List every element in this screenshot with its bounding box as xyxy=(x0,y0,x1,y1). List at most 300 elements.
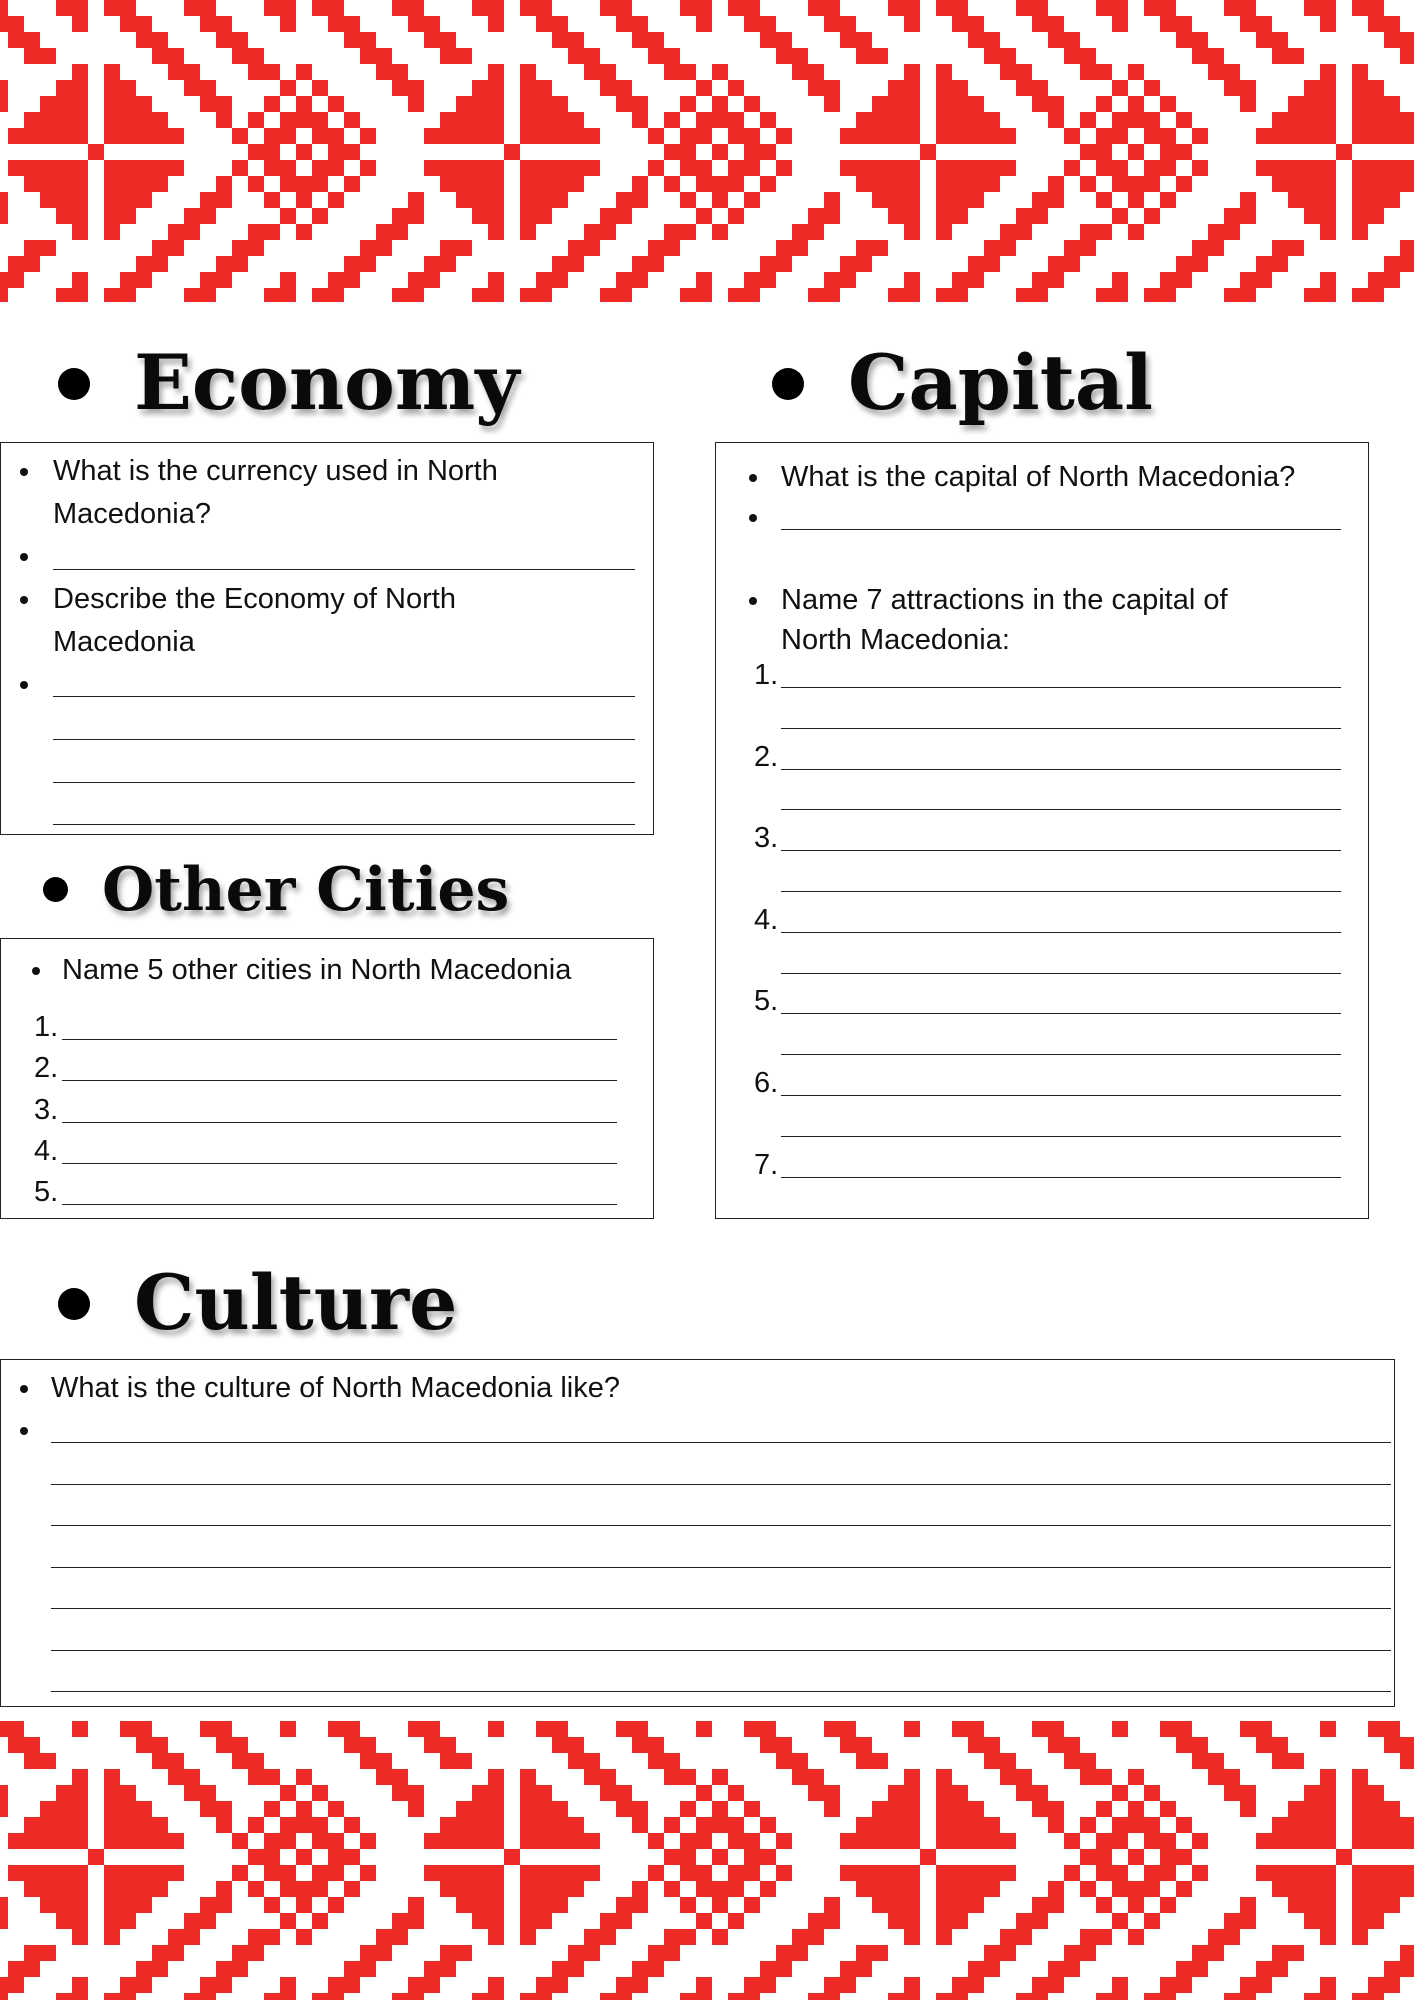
answer-line[interactable] xyxy=(62,1122,617,1123)
answer-line[interactable] xyxy=(781,1054,1341,1055)
pattern-cell xyxy=(872,1801,888,1817)
answer-line-economy[interactable] xyxy=(53,782,635,783)
pattern-cell xyxy=(152,1737,168,1753)
pattern-cell xyxy=(600,80,616,96)
pattern-cell xyxy=(1400,128,1414,144)
pattern-cell xyxy=(280,0,296,16)
pattern-cell xyxy=(696,1721,712,1737)
pattern-cell xyxy=(408,80,424,96)
pattern-cell xyxy=(72,1769,88,1785)
pattern-cell xyxy=(1080,176,1096,192)
pattern-cell xyxy=(520,1769,536,1785)
pattern-cell xyxy=(184,1785,200,1801)
pattern-cell xyxy=(1144,1881,1160,1897)
pattern-cell xyxy=(488,1801,504,1817)
pattern-cell xyxy=(520,96,536,112)
answer-line-culture[interactable] xyxy=(51,1650,1391,1651)
pattern-cell xyxy=(936,96,952,112)
pattern-cell xyxy=(1288,176,1304,192)
answer-line-economy[interactable] xyxy=(53,696,635,697)
pattern-cell xyxy=(1304,1785,1320,1801)
pattern-cell xyxy=(696,0,712,16)
pattern-cell xyxy=(1256,1961,1272,1977)
answer-line[interactable] xyxy=(781,891,1341,892)
pattern-cell xyxy=(472,1785,488,1801)
pattern-cell xyxy=(488,1769,504,1785)
pattern-cell xyxy=(136,1833,152,1849)
pattern-cell xyxy=(392,1993,408,2000)
answer-line-currency[interactable] xyxy=(53,569,635,570)
pattern-cell xyxy=(104,160,120,176)
pattern-cell xyxy=(872,128,888,144)
pattern-cell xyxy=(488,16,504,32)
pattern-cell xyxy=(632,272,648,288)
pattern-cell xyxy=(120,0,136,16)
pattern-cell xyxy=(152,240,168,256)
pattern-cell xyxy=(1352,128,1368,144)
pattern-cell xyxy=(872,192,888,208)
pattern-cell xyxy=(568,1737,584,1753)
pattern-cell xyxy=(104,128,120,144)
pattern-cell xyxy=(56,1801,72,1817)
pattern-cell xyxy=(728,0,744,16)
pattern-cell xyxy=(936,1993,952,2000)
pattern-cell xyxy=(0,192,8,208)
pattern-cell xyxy=(760,144,776,160)
pattern-cell xyxy=(904,1817,920,1833)
pattern-cell xyxy=(136,192,152,208)
pattern-cell xyxy=(24,128,40,144)
pattern-cell xyxy=(1160,1721,1176,1737)
pattern-cell xyxy=(424,272,440,288)
pattern-cell xyxy=(824,80,840,96)
pattern-cell xyxy=(120,1785,136,1801)
pattern-cell xyxy=(472,1817,488,1833)
pattern-cell xyxy=(1176,144,1192,160)
pattern-cell xyxy=(1032,1977,1048,1993)
pattern-cell xyxy=(1288,128,1304,144)
pattern-cell xyxy=(728,160,744,176)
pattern-cell xyxy=(600,0,616,16)
pattern-cell xyxy=(1368,80,1384,96)
pattern-cell xyxy=(568,1817,584,1833)
pattern-cell xyxy=(1096,1849,1112,1865)
pattern-cell xyxy=(968,16,984,32)
pattern-cell xyxy=(1144,1865,1160,1881)
pattern-cell xyxy=(1240,80,1256,96)
culture-question: What is the culture of North Macedonia like? xyxy=(51,1372,620,1404)
pattern-cell xyxy=(248,1849,264,1865)
pattern-cell xyxy=(104,1929,120,1945)
pattern-cell xyxy=(680,144,696,160)
pattern-cell xyxy=(1128,96,1144,112)
pattern-cell xyxy=(632,1881,648,1897)
pattern-cell xyxy=(24,112,40,128)
pattern-cell xyxy=(936,288,952,302)
pattern-cell xyxy=(24,1833,40,1849)
pattern-cell xyxy=(456,160,472,176)
bullet-icon xyxy=(20,596,28,604)
pattern-cell xyxy=(536,112,552,128)
pattern-cell xyxy=(488,1993,504,2000)
pattern-cell xyxy=(1256,1865,1272,1881)
pattern-cell xyxy=(584,64,600,80)
pattern-cell xyxy=(984,128,1000,144)
pattern-cell xyxy=(680,1865,696,1881)
pattern-cell xyxy=(280,288,296,302)
pattern-cell xyxy=(152,128,168,144)
pattern-cell xyxy=(136,1737,152,1753)
answer-line-culture[interactable] xyxy=(51,1608,1391,1609)
pattern-cell xyxy=(616,208,632,224)
pattern-cell xyxy=(1144,1993,1160,2000)
pattern-cell xyxy=(1304,176,1320,192)
pattern-cell xyxy=(680,128,696,144)
pattern-cell xyxy=(1384,192,1400,208)
answer-line[interactable] xyxy=(781,850,1341,851)
pattern-cell xyxy=(568,176,584,192)
pattern-cell xyxy=(424,128,440,144)
pattern-cell xyxy=(72,272,88,288)
pattern-cell xyxy=(904,0,920,16)
pattern-cell xyxy=(1272,1945,1288,1961)
pattern-cell xyxy=(1176,112,1192,128)
pattern-cell xyxy=(984,112,1000,128)
pattern-cell xyxy=(744,1993,760,2000)
pattern-cell xyxy=(552,1801,568,1817)
pattern-cell xyxy=(824,192,840,208)
pattern-cell xyxy=(776,256,792,272)
pattern-cell xyxy=(568,1881,584,1897)
pattern-cell xyxy=(616,1897,632,1913)
pattern-cell xyxy=(808,0,824,16)
pattern-cell xyxy=(1368,176,1384,192)
pattern-cell xyxy=(536,1913,552,1929)
pattern-cell xyxy=(1352,208,1368,224)
pattern-cell xyxy=(520,224,536,240)
answer-line-economy[interactable] xyxy=(53,824,635,825)
pattern-cell xyxy=(1304,1833,1320,1849)
pattern-cell xyxy=(280,1881,296,1897)
answer-line-culture[interactable] xyxy=(51,1525,1391,1526)
pattern-cell xyxy=(984,1833,1000,1849)
pattern-cell xyxy=(872,1897,888,1913)
pattern-cell xyxy=(456,128,472,144)
pattern-cell xyxy=(152,1945,168,1961)
pattern-cell xyxy=(552,16,568,32)
pattern-cell xyxy=(456,1817,472,1833)
pattern-cell xyxy=(1048,32,1064,48)
pattern-cell xyxy=(1192,128,1208,144)
pattern-cell xyxy=(1080,112,1096,128)
pattern-cell xyxy=(440,1865,456,1881)
pattern-cell xyxy=(1400,256,1414,272)
pattern-cell xyxy=(680,160,696,176)
answer-line-capital[interactable] xyxy=(781,529,1341,530)
pattern-cell xyxy=(760,176,776,192)
pattern-cell xyxy=(0,96,8,112)
pattern-cell xyxy=(968,160,984,176)
pattern-cell xyxy=(376,64,392,80)
pattern-cell xyxy=(120,1993,136,2000)
pattern-cell xyxy=(344,176,360,192)
pattern-cell xyxy=(1048,96,1064,112)
pattern-cell xyxy=(1400,48,1414,64)
pattern-cell xyxy=(296,1897,312,1913)
pattern-cell xyxy=(440,1817,456,1833)
pattern-cell xyxy=(1160,1897,1176,1913)
pattern-cell xyxy=(376,1753,392,1769)
pattern-cell xyxy=(152,1753,168,1769)
pattern-cell xyxy=(136,160,152,176)
answer-line[interactable] xyxy=(62,1204,617,1205)
pattern-cell xyxy=(536,1977,552,1993)
pattern-cell xyxy=(1032,80,1048,96)
pattern-cell xyxy=(888,1785,904,1801)
pattern-cell xyxy=(1288,1833,1304,1849)
pattern-cell xyxy=(216,1881,232,1897)
pattern-cell xyxy=(264,192,280,208)
pattern-cell xyxy=(456,1833,472,1849)
pattern-cell xyxy=(424,32,440,48)
pattern-cell xyxy=(1320,288,1336,302)
pattern-cell xyxy=(1272,1737,1288,1753)
pattern-cell xyxy=(8,16,24,32)
pattern-cell xyxy=(728,288,744,302)
pattern-cell xyxy=(824,1721,840,1737)
pattern-cell xyxy=(72,192,88,208)
pattern-cell xyxy=(888,1913,904,1929)
pattern-cell xyxy=(248,240,264,256)
pattern-cell xyxy=(808,1769,824,1785)
pattern-cell xyxy=(1000,224,1016,240)
pattern-cell xyxy=(552,176,568,192)
pattern-cell xyxy=(1400,240,1414,256)
pattern-cell xyxy=(520,128,536,144)
pattern-cell xyxy=(56,1817,72,1833)
answer-line[interactable] xyxy=(781,1136,1341,1137)
pattern-cell xyxy=(792,1753,808,1769)
pattern-cell xyxy=(1080,224,1096,240)
pattern-cell xyxy=(1192,1945,1208,1961)
pattern-cell xyxy=(440,112,456,128)
pattern-cell xyxy=(312,208,328,224)
pattern-cell xyxy=(472,1993,488,2000)
pattern-cell xyxy=(904,1929,920,1945)
pattern-cell xyxy=(840,160,856,176)
list-number: 5. xyxy=(34,1176,59,1209)
pattern-cell xyxy=(1256,128,1272,144)
pattern-cell xyxy=(1320,1721,1336,1737)
pattern-cell xyxy=(1288,160,1304,176)
answer-line[interactable] xyxy=(781,1177,1341,1178)
pattern-cell xyxy=(360,1833,376,1849)
pattern-cell xyxy=(712,1769,728,1785)
pattern-cell xyxy=(136,112,152,128)
pattern-cell xyxy=(968,1833,984,1849)
pattern-cell xyxy=(536,80,552,96)
answer-line[interactable] xyxy=(781,809,1341,810)
answer-line[interactable] xyxy=(781,687,1341,688)
pattern-cell xyxy=(1112,1993,1128,2000)
pattern-cell xyxy=(456,1801,472,1817)
pattern-cell xyxy=(1224,208,1240,224)
pattern-cell xyxy=(808,208,824,224)
answer-line-economy[interactable] xyxy=(53,739,635,740)
pattern-cell xyxy=(392,1769,408,1785)
pattern-cell xyxy=(1096,288,1112,302)
pattern-cell xyxy=(1096,160,1112,176)
pattern-cell xyxy=(344,144,360,160)
pattern-cell xyxy=(168,224,184,240)
pattern-cell xyxy=(616,1785,632,1801)
pattern-cell xyxy=(296,1881,312,1897)
pattern-cell xyxy=(56,1993,72,2000)
answer-line[interactable] xyxy=(781,728,1341,729)
pattern-cell xyxy=(56,1913,72,1929)
answer-line[interactable] xyxy=(62,1080,617,1081)
pattern-cell xyxy=(1400,1737,1414,1753)
pattern-cell xyxy=(712,1929,728,1945)
pattern-cell xyxy=(296,1849,312,1865)
pattern-cell xyxy=(488,0,504,16)
pattern-cell xyxy=(1016,224,1032,240)
pattern-cell xyxy=(120,176,136,192)
pattern-cell xyxy=(1224,288,1240,302)
pattern-cell xyxy=(888,112,904,128)
pattern-cell xyxy=(1160,1849,1176,1865)
pattern-cell xyxy=(568,256,584,272)
answer-line-culture[interactable] xyxy=(51,1567,1391,1568)
pattern-cell xyxy=(1192,1753,1208,1769)
pattern-cell xyxy=(216,16,232,32)
pattern-cell xyxy=(664,1769,680,1785)
pattern-cell xyxy=(744,1849,760,1865)
pattern-cell xyxy=(824,1913,840,1929)
pattern-cell xyxy=(1304,1881,1320,1897)
pattern-cell xyxy=(136,1977,152,1993)
answer-line[interactable] xyxy=(781,769,1341,770)
pattern-cell xyxy=(1176,1849,1192,1865)
answer-line-culture[interactable] xyxy=(51,1442,1391,1443)
answer-line[interactable] xyxy=(781,1013,1341,1014)
pattern-cell xyxy=(1320,1929,1336,1945)
pattern-cell xyxy=(584,1865,600,1881)
pattern-cell xyxy=(280,1785,296,1801)
pattern-cell xyxy=(952,1785,968,1801)
pattern-cell xyxy=(168,64,184,80)
answer-line-culture[interactable] xyxy=(51,1691,1391,1692)
pattern-cell xyxy=(1192,1833,1208,1849)
pattern-cell xyxy=(200,1913,216,1929)
pattern-cell xyxy=(72,16,88,32)
pattern-cell xyxy=(1096,96,1112,112)
pattern-cell xyxy=(1160,1993,1176,2000)
pattern-cell xyxy=(568,128,584,144)
pattern-cell xyxy=(488,128,504,144)
pattern-cell xyxy=(104,1817,120,1833)
pattern-cell xyxy=(1240,208,1256,224)
pattern-cell xyxy=(1192,48,1208,64)
pattern-cell xyxy=(1320,64,1336,80)
pattern-cell xyxy=(72,64,88,80)
pattern-cell xyxy=(1048,1817,1064,1833)
pattern-cell xyxy=(536,272,552,288)
pattern-cell xyxy=(808,1993,824,2000)
pattern-cell xyxy=(712,1849,728,1865)
list-number: 4. xyxy=(754,903,779,936)
answer-line[interactable] xyxy=(781,1095,1341,1096)
pattern-cell xyxy=(0,16,8,32)
pattern-cell xyxy=(104,1785,120,1801)
answer-line[interactable] xyxy=(781,932,1341,933)
answer-line[interactable] xyxy=(62,1163,617,1164)
pattern-cell xyxy=(0,1993,8,2000)
pattern-cell xyxy=(1256,256,1272,272)
pattern-cell xyxy=(0,1801,8,1817)
pattern-cell xyxy=(392,1913,408,1929)
pattern-cell xyxy=(1368,1881,1384,1897)
pattern-cell xyxy=(24,1817,40,1833)
pattern-cell xyxy=(1048,1721,1064,1737)
pattern-cell xyxy=(424,256,440,272)
pattern-cell xyxy=(40,128,56,144)
pattern-cell xyxy=(760,1817,776,1833)
pattern-cell xyxy=(1368,0,1384,16)
pattern-cell xyxy=(40,176,56,192)
pattern-cell xyxy=(1016,80,1032,96)
pattern-cell xyxy=(1240,1993,1256,2000)
pattern-cell xyxy=(936,1833,952,1849)
pattern-cell xyxy=(1064,160,1080,176)
pattern-cell xyxy=(856,112,872,128)
pattern-cell xyxy=(152,1833,168,1849)
pattern-cell xyxy=(648,256,664,272)
pattern-cell xyxy=(936,224,952,240)
pattern-cell xyxy=(312,1993,328,2000)
pattern-cell xyxy=(1048,1977,1064,1993)
list-number: 1. xyxy=(754,659,779,691)
pattern-cell xyxy=(552,272,568,288)
pattern-cell xyxy=(904,1769,920,1785)
pattern-cell xyxy=(328,16,344,32)
pattern-cell xyxy=(1368,1833,1384,1849)
pattern-cell xyxy=(312,1881,328,1897)
pattern-cell xyxy=(1016,0,1032,16)
answer-line-culture[interactable] xyxy=(51,1484,1391,1485)
answer-line[interactable] xyxy=(781,973,1341,974)
pattern-cell xyxy=(552,96,568,112)
pattern-cell xyxy=(808,224,824,240)
pattern-cell xyxy=(456,1753,472,1769)
pattern-cell xyxy=(1080,144,1096,160)
pattern-cell xyxy=(296,176,312,192)
pattern-cell xyxy=(808,1929,824,1945)
pattern-cell xyxy=(888,0,904,16)
pattern-cell xyxy=(392,208,408,224)
pattern-cell xyxy=(1224,1785,1240,1801)
pattern-cell xyxy=(72,128,88,144)
pattern-cell xyxy=(664,144,680,160)
pattern-cell xyxy=(248,1769,264,1785)
pattern-cell xyxy=(264,0,280,16)
pattern-cell xyxy=(952,1913,968,1929)
pattern-cell xyxy=(456,176,472,192)
answer-line[interactable] xyxy=(62,1039,617,1040)
pattern-cell xyxy=(936,1913,952,1929)
pattern-cell xyxy=(1064,1833,1080,1849)
pattern-cell xyxy=(120,208,136,224)
